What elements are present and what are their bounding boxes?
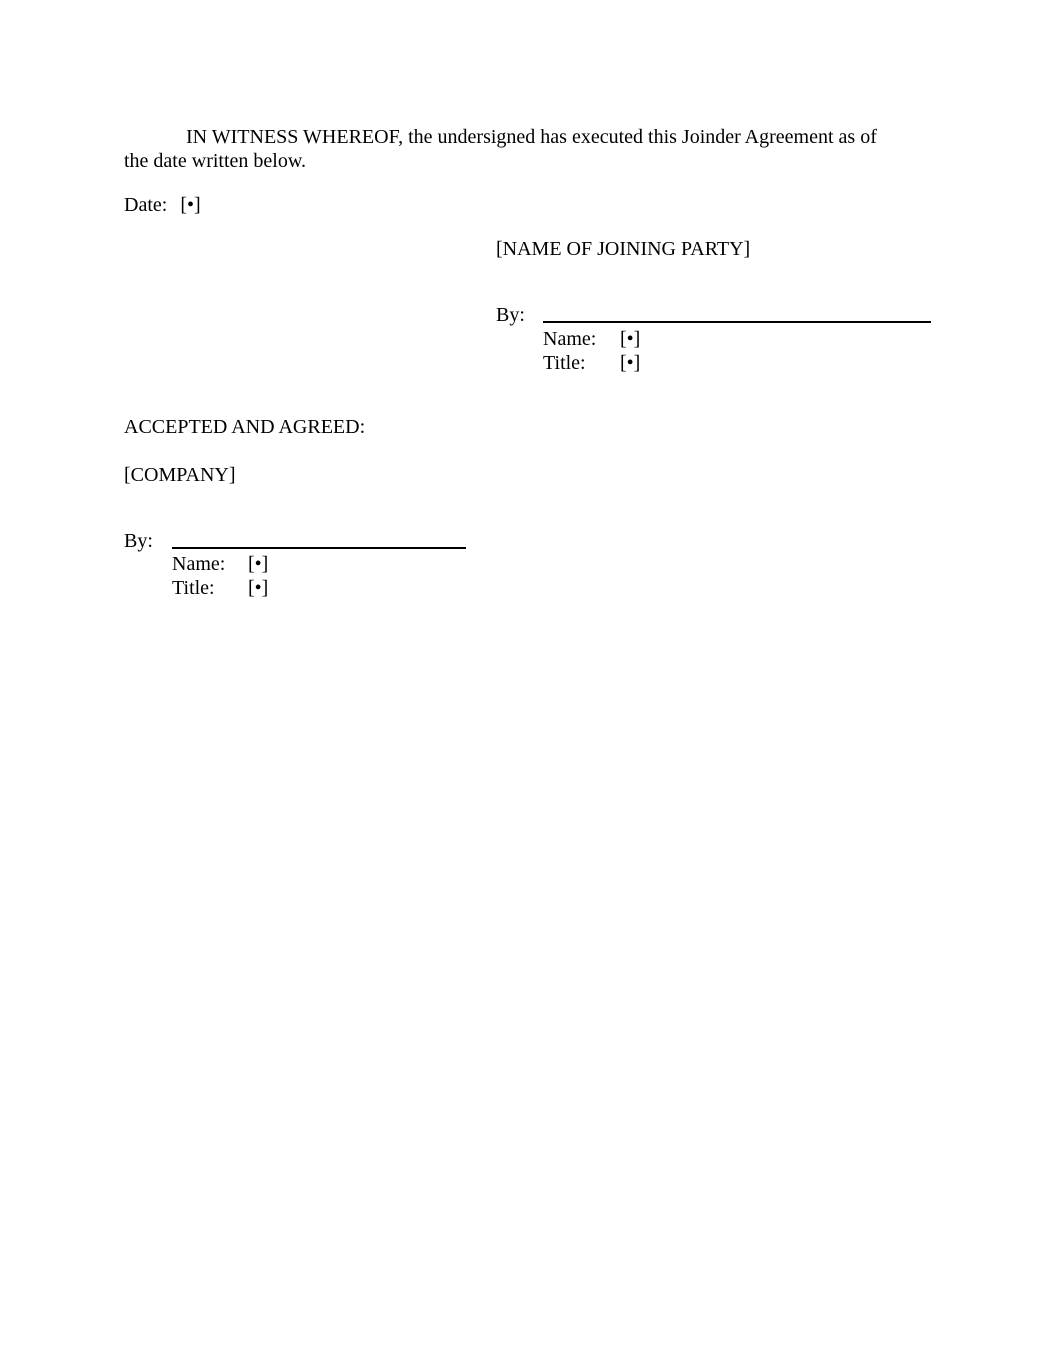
witness-paragraph — [124, 125, 924, 173]
date-row — [124, 193, 201, 217]
joining-party-title-value: [•] — [620, 352, 641, 374]
joining-party-title-label: Title: — [543, 352, 586, 374]
accepted-heading: ACCEPTED AND AGREED: — [124, 416, 366, 438]
joining-party-name-value: [•] — [620, 328, 641, 350]
joining-party-heading: [NAME OF JOINING PARTY] — [496, 238, 751, 260]
company-title-value: [•] — [248, 577, 269, 599]
company-signature-line — [172, 547, 466, 549]
company-name-value: [•] — [248, 553, 269, 575]
joining-party-by-label: By: — [496, 304, 525, 326]
witness-line-1: IN WITNESS WHEREOF, the undersigned has executed this Joinder Agreement as of — [186, 126, 877, 148]
company-name-label: Name: — [172, 553, 226, 575]
witness-line-2: the date written below. — [124, 150, 306, 172]
company-heading: [COMPANY] — [124, 464, 236, 486]
date-value: [•] — [180, 194, 201, 216]
company-by-label: By: — [124, 530, 153, 552]
date-label: Date: — [124, 194, 168, 216]
joining-party-signature-line — [543, 321, 931, 323]
company-title-label: Title: — [172, 577, 215, 599]
joining-party-name-label: Name: — [543, 328, 597, 350]
